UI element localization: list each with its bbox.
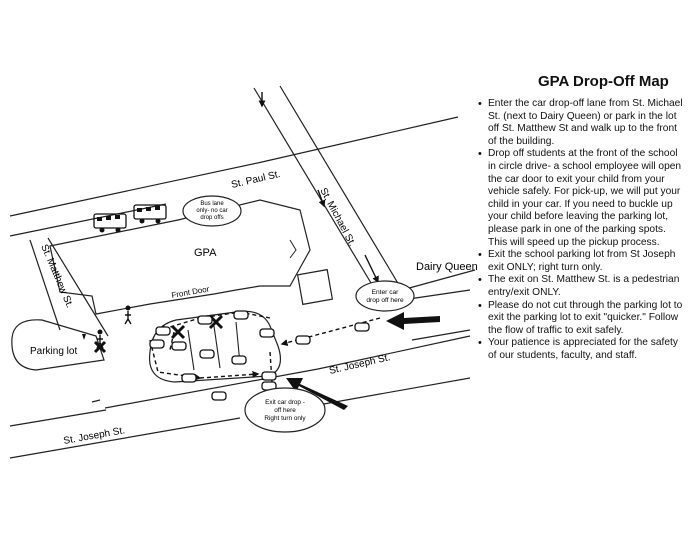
bus-lane-note-line-2: only- no car bbox=[196, 208, 228, 214]
dairy-queen-label: Dairy Queen bbox=[416, 261, 478, 273]
enter-note-line-2: drop off here bbox=[366, 297, 404, 304]
bus-lane-note-line-1: Bus lane bbox=[200, 201, 224, 207]
michael-st-arrows bbox=[262, 92, 378, 282]
st-joseph-upper-label: St. Joseph St. bbox=[328, 352, 392, 377]
instruction-item: • Drop off students at the front of the school in circle drive- a school employee will open the car door to exit your child from your vehicle safely. For pick-up, we will put your child in your car. If you need to buckle up your child before leaving the parking lot, please park in one of the parking spots. This will speed up the pickup process. bbox=[478, 148, 684, 249]
st-paul-label: St. Paul St. bbox=[230, 168, 282, 191]
street-lines bbox=[10, 86, 475, 458]
instruction-item: • Exit the school parking lot from St Joseph exit ONLY; right turn only. bbox=[478, 249, 684, 274]
bus-lane-note-line-3: drop offs bbox=[200, 215, 224, 221]
parking-lot-label: Parking lot bbox=[30, 346, 78, 357]
page-title: GPA Drop-Off Map bbox=[538, 73, 669, 90]
gpa-building-inner bbox=[290, 240, 296, 258]
st-michael-label: St. Michael St. bbox=[317, 186, 358, 249]
enter-note-line-1: Enter car bbox=[371, 289, 399, 296]
car-icon bbox=[150, 311, 369, 400]
exit-note-line-3: Right turn only bbox=[264, 415, 306, 422]
exit-note-line-1: Exit car drop - bbox=[265, 399, 305, 406]
st-joseph-lower-label: St. Joseph St. bbox=[62, 425, 126, 447]
instruction-item: • The exit on St. Matthew St. is a pedestrian entry/exit ONLY. bbox=[478, 274, 684, 299]
instruction-item: • Enter the car drop-off lane from St. Michael St. (next to Dairy Queen) or park in the lot off St. Matthew St and walk up to the front of the building. bbox=[478, 98, 684, 148]
gpa-label: GPA bbox=[194, 247, 217, 259]
entry-arrow bbox=[386, 312, 440, 330]
instruction-item: • Please do not cut through the parking lot to exit the parking lot to exit "quicker." Follow the flow of traffic to exit safely. bbox=[478, 300, 684, 338]
st-matthew-label: St. Matthew St. bbox=[38, 242, 75, 310]
enter-note-bubble bbox=[356, 281, 414, 311]
front-door-label: Front Door bbox=[170, 284, 211, 300]
outbuilding bbox=[298, 270, 333, 305]
instructions-list bbox=[478, 98, 684, 362]
instruction-item: • Your patience is appreciated for the safety of our students, faculty, and staff. bbox=[478, 337, 684, 362]
exit-note-line-2: off here bbox=[274, 407, 296, 414]
parking-lot-area bbox=[12, 320, 104, 370]
